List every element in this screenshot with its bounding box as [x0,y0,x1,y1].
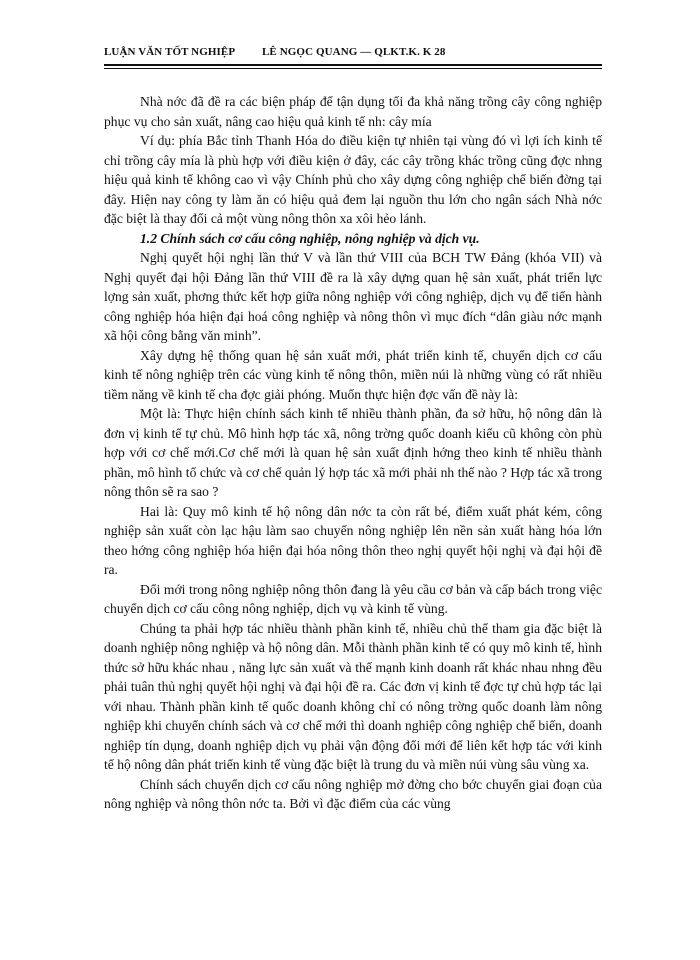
header-author-label: LÊ NGỌC QUANG — QLKT.K. K 28 [262,46,446,58]
paragraph: Chúng ta phải hợp tác nhiều thành phần kinh tế, nhiều chủ thể tham gia đặc biệt là doanh nghiệp nông nghiệp và hộ nông dân. Mỗi thành phần kinh tế có quy mô kinh tế, hình thức sở hữu khác nhau , năng lực sản xuất và thế mạnh kinh doanh rất khác nhau nhng đều phải tuân thủ nghị quyết hội nghị và đại hội đề ra. Các đơn vị kinh tế đợc tự chủ hợp tác lại với nhau. Thành phần kinh tế quốc doanh không chỉ có nông trờng quốc doanh làm nông nghiệp khi chuyển chính sách và cơ chế mới thì doanh nghiệp công nghiệp chế biến, doanh nghiệp tín dụng, doanh nghiệp dịch vụ phải vận động đổi mới để liên kết hợp tác với kinh tế hộ nông dân phát triển kinh tế vùng đặc biệt là trung du và miền núi vùng sâu vùng xa. [104,620,602,772]
paragraph: Xây dựng hệ thống quan hệ sản xuất mới, phát triển kinh tế, chuyển dịch cơ cấu kinh tế nông nghiệp trên các vùng kinh tế nông thôn, miền núi là những vùng có rất nhiều tiềm năng về kinh tế cha đợc giải phóng. Muốn thực hiện đợc vấn đề này là: [104,347,602,402]
paragraph: Chính sách chuyển dịch cơ cấu nông nghiệp mở đờng cho bớc chuyển giai đoạn của nông nghiệp và nông thôn nớc ta. Bởi vì đặc điểm của các vùng [104,776,602,811]
running-header [104,42,602,64]
paragraph: Hai là: Quy mô kinh tế hộ nông dân nớc ta còn rất bé, điểm xuất phát kém, công nghiệp sản xuất còn lạc hậu làm sao chuyển nông nghiệp lên nền sản xuất hàng hóa lớn theo hớng công nghiệp hóa hiện đại hóa nông thôn theo nghị quyết hội nghị và đại hội đề ra. [104,503,602,577]
header-divider-thin [104,68,602,69]
paragraph: Một là: Thực hiện chính sách kinh tế nhiều thành phần, đa sở hữu, hộ nông dân là đơn vị kinh tế tự chủ. Mô hình hợp tác xã, nông trờng quốc doanh kiểu cũ không còn phù hợp với cơ chế mới.Cơ chế mới là quan hệ sản xuất định hớng theo kinh tế nhiều thành phần, mô hình tổ chức và cơ chế quản lý hợp tác xã mới phải nh thế nào ? Hợp tác xã trong nông thôn sẽ ra sao ? [104,406,602,499]
header-thesis-label: LUẬN VĂN TỐT NGHIỆP [104,46,236,58]
paragraph: Nghị quyết hội nghị lần thứ V và lần thứ VIII của BCH TW Đảng (khóa VII) và Nghị quyết đại hội Đảng lần thứ VIII đề ra là xây dựng quan hệ sản xuất, phát triển lực lợng sản xuất, phơng thức kết hợp giữa nông nghiệp với công nghiệp, dịch vụ để tiến hành công nghiệp hóa hiện đại hoá công nghiệp và nông thôn vì mục đích “dân giàu nớc mạnh xã hội công bằng văn minh”. [104,250,602,343]
paragraph: Ví dụ: phía Bắc tỉnh Thanh Hóa do điều kiện tự nhiên tại vùng đó vì lợi ích kinh tế chỉ trồng cây mía là phù hợp với điều kiện ở đây, các cây trồng khác trồng cũng đợc nhng hiệu quả kinh tế không cao vì vậy Chính phủ cho xây dựng công nghiệp chế biến đờng tại đây. Hiện nay công ty làm ăn có hiệu quả đem lại nguồn thu lớn cho ngân sách Nhà nớc đặc biệt là thay đổi cả một vùng nông thôn xa xôi hẻo lánh. [104,133,602,226]
paragraph: Đổi mới trong nông nghiệp nông thôn đang là yêu cầu cơ bản và cấp bách trong việc chuyển dịch cơ cấu công nông nghiệp, dịch vụ và kinh tế vùng. [104,581,602,616]
paragraph: Nhà nớc đã đề ra các biện pháp để tận dụng tối đa khả năng trồng cây công nghiệp phục vụ cho sản xuất, nâng cao hiệu quả kinh tế nh: cây mía [104,94,602,129]
document-body [104,92,602,814]
section-heading: 1.2 Chính sách cơ cấu công nghiệp, nông nghiệp và dịch vụ. [140,230,480,246]
header-divider-thick [104,64,602,66]
